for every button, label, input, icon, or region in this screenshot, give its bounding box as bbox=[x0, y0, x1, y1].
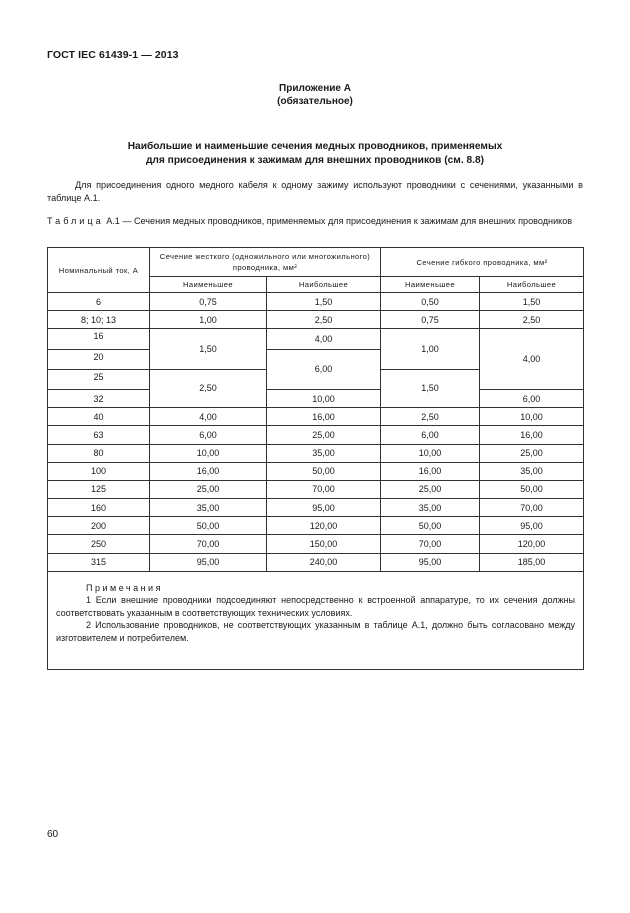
table-row bbox=[48, 426, 584, 444]
cell-current: 160 bbox=[48, 499, 150, 517]
cell-rigid-max: 6,00 bbox=[267, 349, 381, 389]
cell-rigid-min: 4,00 bbox=[150, 408, 267, 426]
document-header: ГОСТ IEC 61439-1 — 2013 bbox=[47, 49, 179, 61]
cell-current: 200 bbox=[48, 517, 150, 535]
page-number: 60 bbox=[47, 829, 59, 840]
cell-current: 25 bbox=[48, 369, 150, 389]
table-caption-text: А.1 — Сечения медных проводников, применяемых для присоединения к зажимам для внешних проводников bbox=[106, 216, 573, 226]
note-2: 2 Использование проводников, не соответствующих указанным в таблице А.1, должно быть согласовано между изготовителем и потребителем. bbox=[56, 620, 576, 643]
cell-flex-min: 0,50 bbox=[381, 293, 480, 311]
cell-rigid-max: 50,00 bbox=[267, 462, 381, 480]
notes-row bbox=[48, 571, 584, 669]
cell-rigid-min: 2,50 bbox=[150, 369, 267, 407]
cell-rigid-min: 10,00 bbox=[150, 444, 267, 462]
annex-status: (обязательное) bbox=[277, 96, 353, 107]
table-row bbox=[48, 462, 584, 480]
note-1: 1 Если внешние проводники подсоединяют непосредственно к встроенной аппаратуре, то их сечения должны соответствовать указанным в соответствующих технических условиях. bbox=[56, 595, 576, 618]
cell-flex-min: 50,00 bbox=[381, 517, 480, 535]
cell-flex-min: 1,50 bbox=[381, 369, 480, 407]
sub-header-rigid-min: Наименьшее bbox=[150, 277, 267, 293]
cell-rigid-max: 35,00 bbox=[267, 444, 381, 462]
cell-current: 40 bbox=[48, 408, 150, 426]
cell-rigid-max: 4,00 bbox=[267, 329, 381, 349]
table-row bbox=[48, 311, 584, 329]
cell-flex-min: 70,00 bbox=[381, 535, 480, 553]
cell-rigid-max: 150,00 bbox=[267, 535, 381, 553]
cell-current: 80 bbox=[48, 444, 150, 462]
cell-flex-max: 120,00 bbox=[480, 535, 584, 553]
cell-rigid-max: 95,00 bbox=[267, 499, 381, 517]
table-row bbox=[48, 389, 584, 407]
table-row bbox=[48, 444, 584, 462]
cell-rigid-min: 16,00 bbox=[150, 462, 267, 480]
cell-current: 6 bbox=[48, 293, 150, 311]
table-row bbox=[48, 553, 584, 571]
table-caption bbox=[47, 215, 583, 228]
col-header-flexible: Сечение гибкого проводника, мм² bbox=[381, 248, 584, 277]
cell-flex-max: 95,00 bbox=[480, 517, 584, 535]
cell-flex-max: 70,00 bbox=[480, 499, 584, 517]
cell-current: 8; 10; 13 bbox=[48, 311, 150, 329]
table-row bbox=[48, 329, 584, 349]
table-row bbox=[48, 535, 584, 553]
table-row bbox=[48, 293, 584, 311]
section-title-line1: Наибольшие и наименьшие сечения медных проводников, применяемых bbox=[127, 141, 503, 152]
cell-current: 315 bbox=[48, 553, 150, 571]
intro-paragraph: Для присоединения одного медного кабеля к одному зажиму используют проводники с сечениями, указанными в таблице А.1. bbox=[47, 180, 583, 203]
cell-flex-min: 0,75 bbox=[381, 311, 480, 329]
table-row bbox=[48, 499, 584, 517]
cell-flex-max: 185,00 bbox=[480, 553, 584, 571]
cell-flex-min: 35,00 bbox=[381, 499, 480, 517]
sub-header-flex-min: Наименьшее bbox=[381, 277, 480, 293]
cell-current: 125 bbox=[48, 480, 150, 498]
annex-heading bbox=[0, 82, 630, 108]
cell-rigid-min: 70,00 bbox=[150, 535, 267, 553]
table-caption-word: Таблица bbox=[47, 216, 104, 226]
section-title-line2: для присоединения к зажимам для внешних проводников (см. 8.8) bbox=[145, 155, 485, 166]
col-header-rigid: Сечение жесткого (одножильного или многожильного) проводника, мм² bbox=[150, 248, 381, 277]
sub-header-flex-max: Наибольшее bbox=[480, 277, 584, 293]
cell-rigid-min: 1,50 bbox=[150, 329, 267, 369]
cell-rigid-min: 0,75 bbox=[150, 293, 267, 311]
cell-rigid-min: 50,00 bbox=[150, 517, 267, 535]
cell-flex-min: 2,50 bbox=[381, 408, 480, 426]
cell-rigid-max: 240,00 bbox=[267, 553, 381, 571]
cell-flex-min: 10,00 bbox=[381, 444, 480, 462]
table-notes bbox=[48, 571, 584, 669]
cell-current: 32 bbox=[48, 389, 150, 407]
cell-rigid-min: 6,00 bbox=[150, 426, 267, 444]
cell-flex-max: 10,00 bbox=[480, 408, 584, 426]
table-row bbox=[48, 408, 584, 426]
table-row bbox=[48, 480, 584, 498]
cell-flex-max: 2,50 bbox=[480, 311, 584, 329]
cell-flex-min: 1,00 bbox=[381, 329, 480, 369]
cell-current: 100 bbox=[48, 462, 150, 480]
cell-current: 20 bbox=[48, 349, 150, 369]
cell-flex-max: 35,00 bbox=[480, 462, 584, 480]
col-header-current: Номинальный ток, А bbox=[48, 248, 150, 293]
notes-heading: Примечания bbox=[86, 582, 163, 593]
cell-current: 63 bbox=[48, 426, 150, 444]
sub-header-rigid-max: Наибольшее bbox=[267, 277, 381, 293]
cell-rigid-max: 70,00 bbox=[267, 480, 381, 498]
cell-rigid-min: 25,00 bbox=[150, 480, 267, 498]
cell-rigid-max: 16,00 bbox=[267, 408, 381, 426]
cell-rigid-min: 35,00 bbox=[150, 499, 267, 517]
cell-current: 250 bbox=[48, 535, 150, 553]
cell-rigid-min: 95,00 bbox=[150, 553, 267, 571]
cell-rigid-max: 120,00 bbox=[267, 517, 381, 535]
cell-flex-min: 95,00 bbox=[381, 553, 480, 571]
cell-flex-min: 25,00 bbox=[381, 480, 480, 498]
cell-rigid-max: 25,00 bbox=[267, 426, 381, 444]
cell-flex-max: 4,00 bbox=[480, 329, 584, 390]
conductor-table bbox=[47, 247, 584, 670]
cell-flex-max: 25,00 bbox=[480, 444, 584, 462]
cell-flex-max: 1,50 bbox=[480, 293, 584, 311]
cell-current: 16 bbox=[48, 329, 150, 349]
cell-rigid-min: 1,00 bbox=[150, 311, 267, 329]
cell-flex-max: 6,00 bbox=[480, 389, 584, 407]
cell-flex-max: 50,00 bbox=[480, 480, 584, 498]
cell-rigid-max: 2,50 bbox=[267, 311, 381, 329]
cell-rigid-max: 10,00 bbox=[267, 389, 381, 407]
cell-rigid-max: 1,50 bbox=[267, 293, 381, 311]
cell-flex-min: 16,00 bbox=[381, 462, 480, 480]
cell-flex-min: 6,00 bbox=[381, 426, 480, 444]
annex-title: Приложение А bbox=[279, 83, 351, 94]
table-row bbox=[48, 517, 584, 535]
cell-flex-max: 16,00 bbox=[480, 426, 584, 444]
section-title bbox=[0, 140, 630, 168]
